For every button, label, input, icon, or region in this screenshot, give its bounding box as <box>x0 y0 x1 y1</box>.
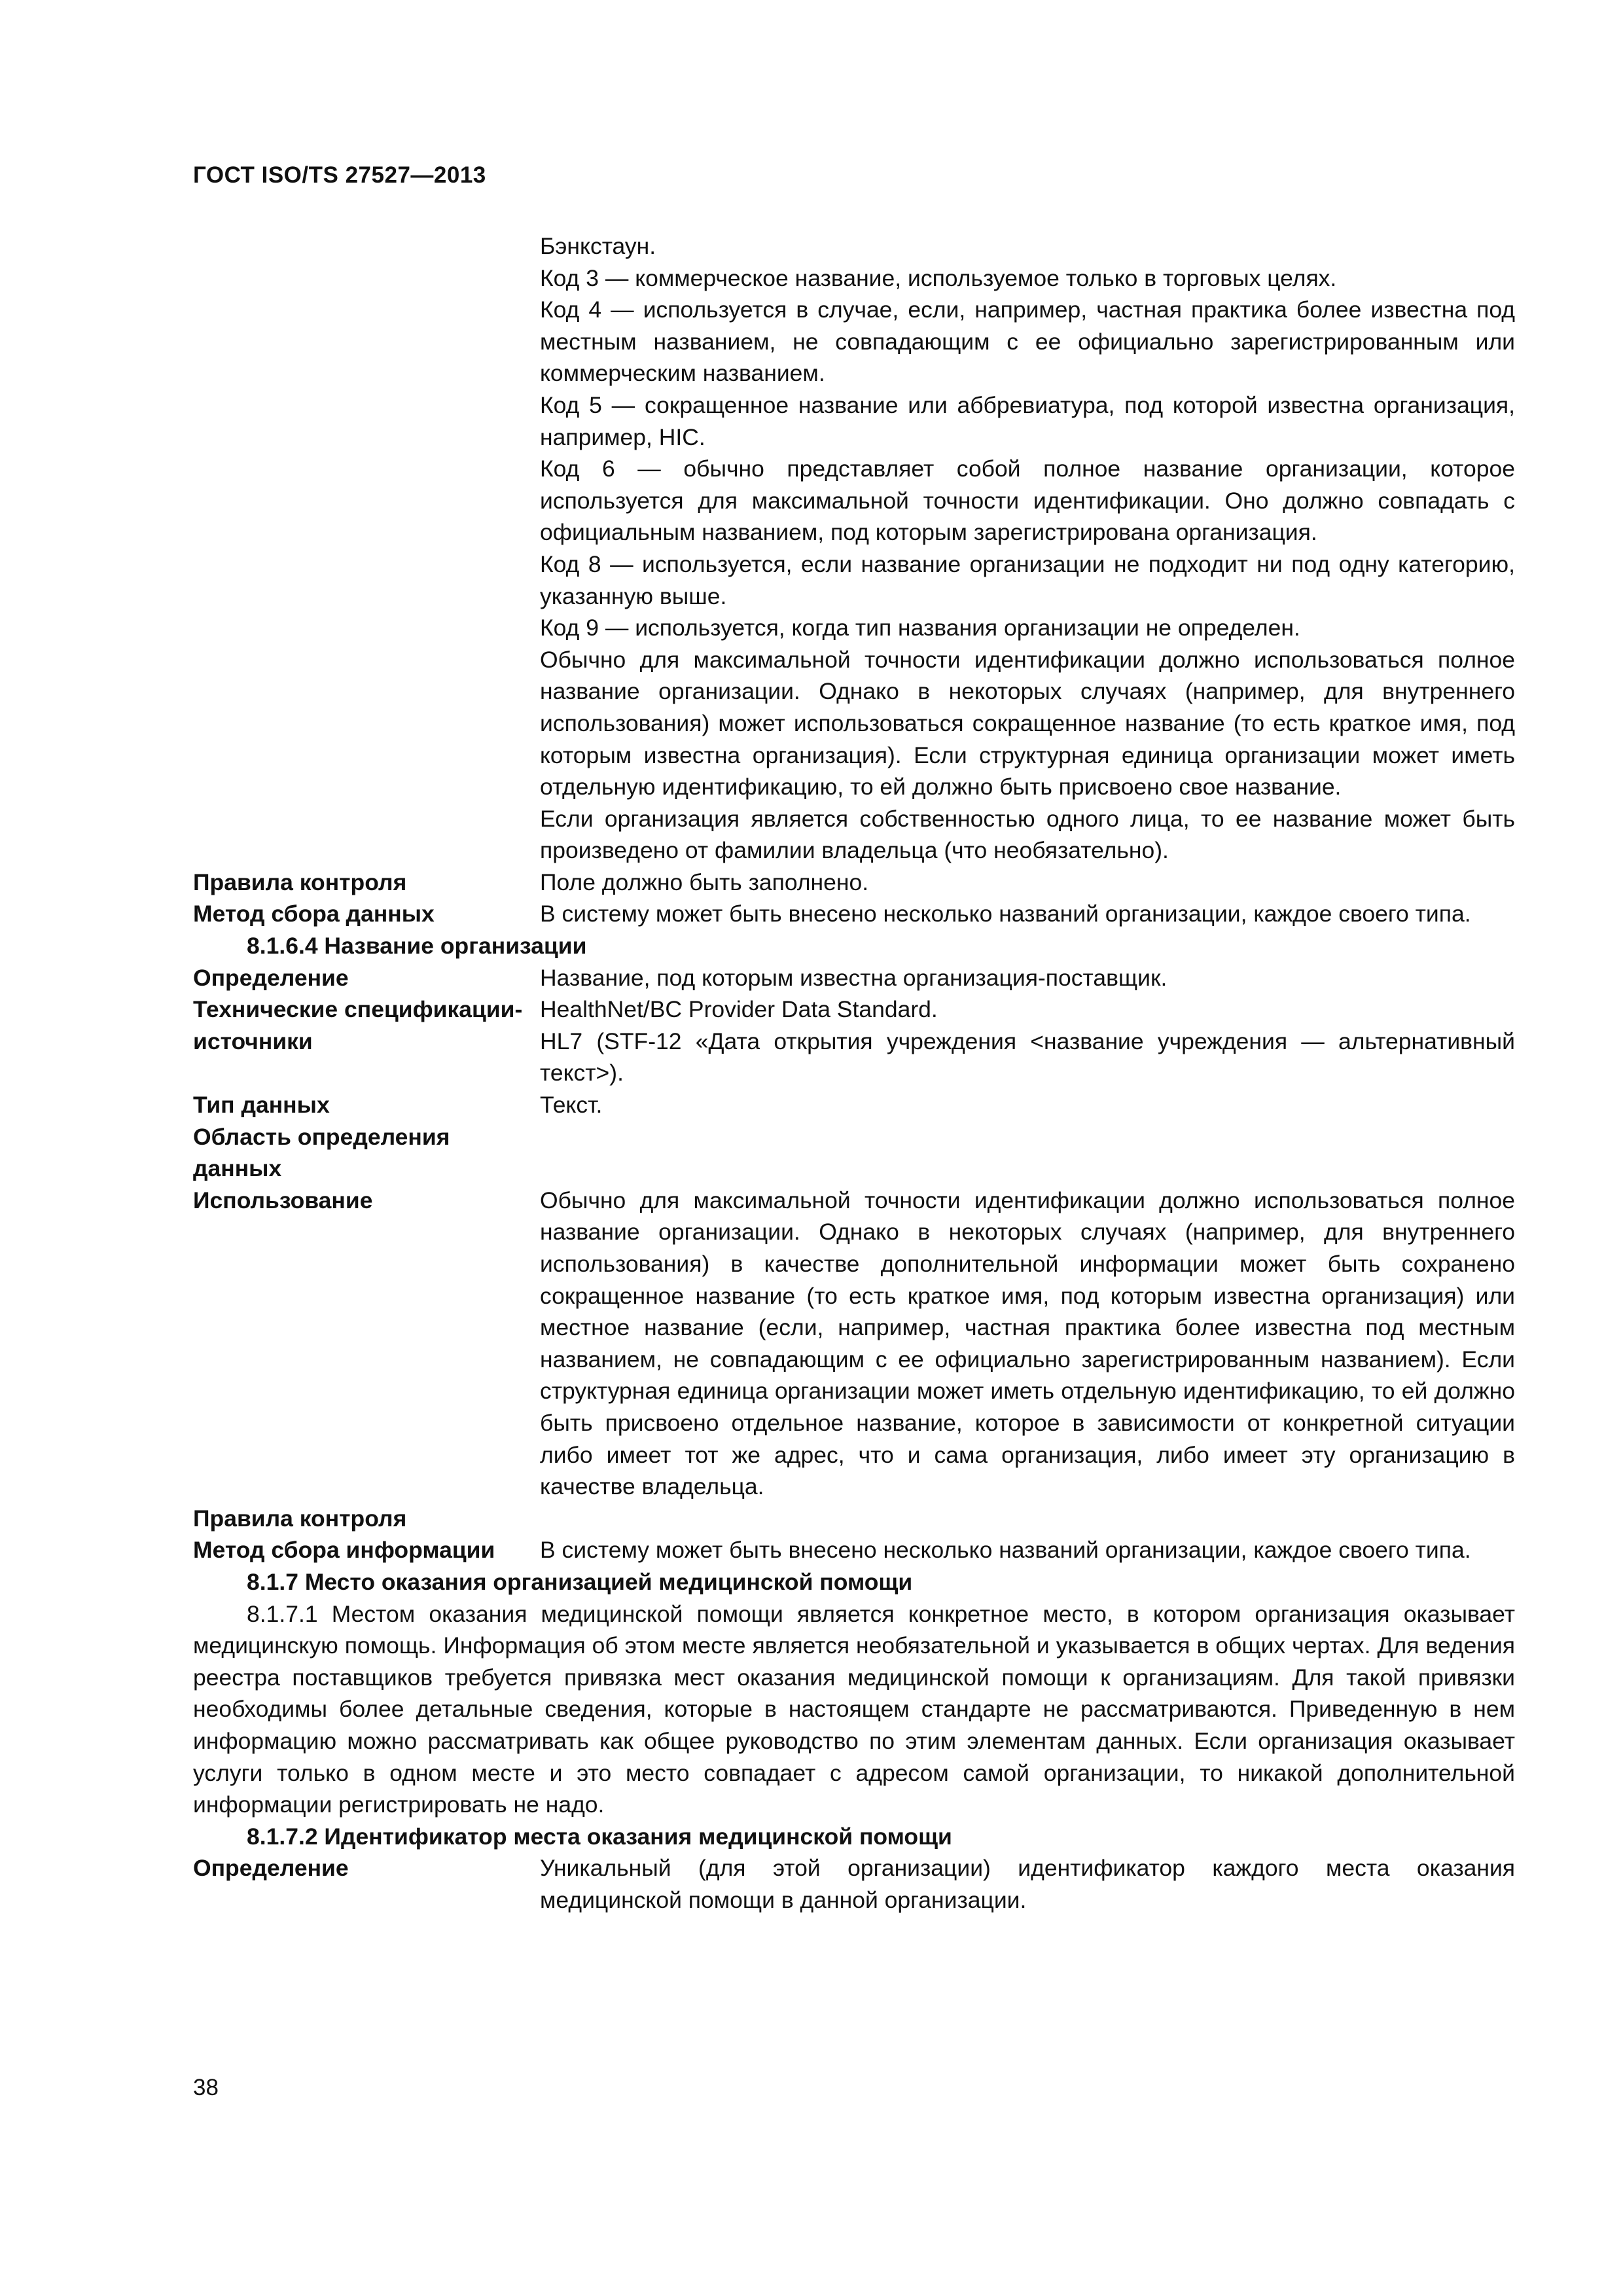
field-label: Определение <box>193 1855 349 1882</box>
field-label: Область определения данных <box>193 1123 450 1182</box>
field-row-definition <box>193 1852 1515 1916</box>
field-row-usage <box>193 1185 1515 1503</box>
field-value: Обычно для максимальной точности идентификации должно использоваться полное название организации. Однако в некоторых случаях (например, для внутреннего использования) в качестве дополнительной информации может быть сохранено сокращенное название (то есть краткое имя, под которым известна организация) или местное название (если, например, частная практика более известна под местным названием, не совпадающим с ее официально зарегистрированным названием). Если структурная единица организации может иметь отдельную идентификацию, то ей должно быть присвоено отдельное название, которое в зависимости от конкретной ситуации либо имеет тот же адрес, что и сама организация, либо имеет эту организацию в качестве владельца. <box>540 1187 1515 1500</box>
field-label: Определение <box>193 964 349 991</box>
field-value: В систему может быть внесено несколько названий организации, каждое своего типа. <box>540 901 1471 927</box>
section-heading-8-1-6-4: 8.1.6.4 Название организации <box>247 933 587 960</box>
page-content <box>193 230 1515 1916</box>
field-row-collection-method <box>193 898 1515 930</box>
field-label: Правила контроля <box>193 869 407 895</box>
text-line: Если организация является собственностью одного лица, то ее название может быть произведено от фамилии владельца (что необязательно). <box>540 805 1515 864</box>
field-label: Метод сбора данных <box>193 901 435 927</box>
spec-line: HL7 (STF-12 «Дата открытия учреждения <название учреждения — альтернативный текст>). <box>540 1028 1515 1086</box>
page-number: 38 <box>193 2075 219 2100</box>
field-label: Метод сбора информации <box>193 1537 495 1564</box>
text-line: Код 5 — сокращенное название или аббревиатура, под которой известна организация, например, HIC. <box>540 391 1515 450</box>
text-line: Бэнкстаун. <box>540 233 656 259</box>
field-row-collection-method <box>193 1534 1515 1566</box>
field-value: Название, под которым известна организация-поставщик. <box>540 964 1168 991</box>
field-value: Уникальный (для этой организации) идентификатор каждого места оказания медицинской помощи в данной организации. <box>540 1855 1515 1913</box>
text-line: Обычно для максимальной точности идентификации должно использоваться полное название организации. Однако в некоторых случаях (например, для внутреннего использования) может использоваться сокращенное название (то есть краткое имя, под которым известна организация). Если структурная единица организации может иметь отдельную идентификацию, то ей должно быть присвоено свое название. <box>540 646 1515 800</box>
section-heading-8-1-7: 8.1.7 Место оказания организацией медицинской помощи <box>247 1568 913 1595</box>
field-value: Поле должно быть заполнено. <box>540 869 869 895</box>
text-line: Код 9 — используется, когда тип названия организации не определен. <box>540 615 1300 641</box>
field-row-tech-specs <box>193 994 1515 1089</box>
field-label: Правила контроля <box>193 1505 407 1532</box>
field-row-data-type <box>193 1089 1515 1121</box>
field-value: Текст. <box>540 1092 603 1119</box>
field-value <box>540 994 1515 1089</box>
field-row-definition <box>193 962 1515 994</box>
field-label: Технические спецификации-источники <box>193 996 523 1054</box>
body-paragraph: 8.1.7.1 Местом оказания медицинской помощи является конкретное место, в котором организация оказывает медицинскую помощь. Информация об этом месте является необязательной и указывается в общих чертах. Для ведения реестра поставщиков требуется привязка мест оказания медицинской помощи к организациям. Для такой привязки необходимы более детальные сведения, которые в настоящем стандарте не рассматриваются. Приведенную в нем информацию можно рассматривать как общее руководство по этим элементам данных. Если организация оказывает услуги только в одном месте и это место совпадает с адресом самой организации, то никакой дополнительной информации регистрировать не надо. <box>193 1600 1515 1818</box>
text-line: Код 8 — используется, если название организации не подходит ни под одну категорию, указанную выше. <box>540 550 1515 609</box>
field-row-control-rules <box>193 1503 1515 1535</box>
section-heading-8-1-7-2: 8.1.7.2 Идентификатор места оказания медицинской помощи <box>247 1823 952 1850</box>
field-value: В систему может быть внесено несколько названий организации, каждое своего типа. <box>540 1537 1471 1564</box>
text-line: Код 4 — используется в случае, если, например, частная практика более известна под местным названием, не совпадающим с ее официально зарегистрированным или коммерческим названием. <box>540 296 1515 387</box>
text-line: Код 3 — коммерческое название, используемое только в торговых целях. <box>540 264 1337 291</box>
document-code: ГОСТ ISO/TS 27527—2013 <box>193 162 486 188</box>
field-row-data-domain <box>193 1121 1515 1185</box>
spec-line: HealthNet/BC Provider Data Standard. <box>540 996 938 1023</box>
code-list-continuation <box>540 230 1515 867</box>
text-line: Код 6 — обычно представляет собой полное название организации, которое используется для максимальной точности идентификации. Оно должно совпадать с официальным названием, под которым зарегистрирована организация. <box>540 456 1515 546</box>
field-label: Использование <box>193 1187 373 1213</box>
field-label: Тип данных <box>193 1092 330 1119</box>
field-row-control-rules <box>193 867 1515 899</box>
